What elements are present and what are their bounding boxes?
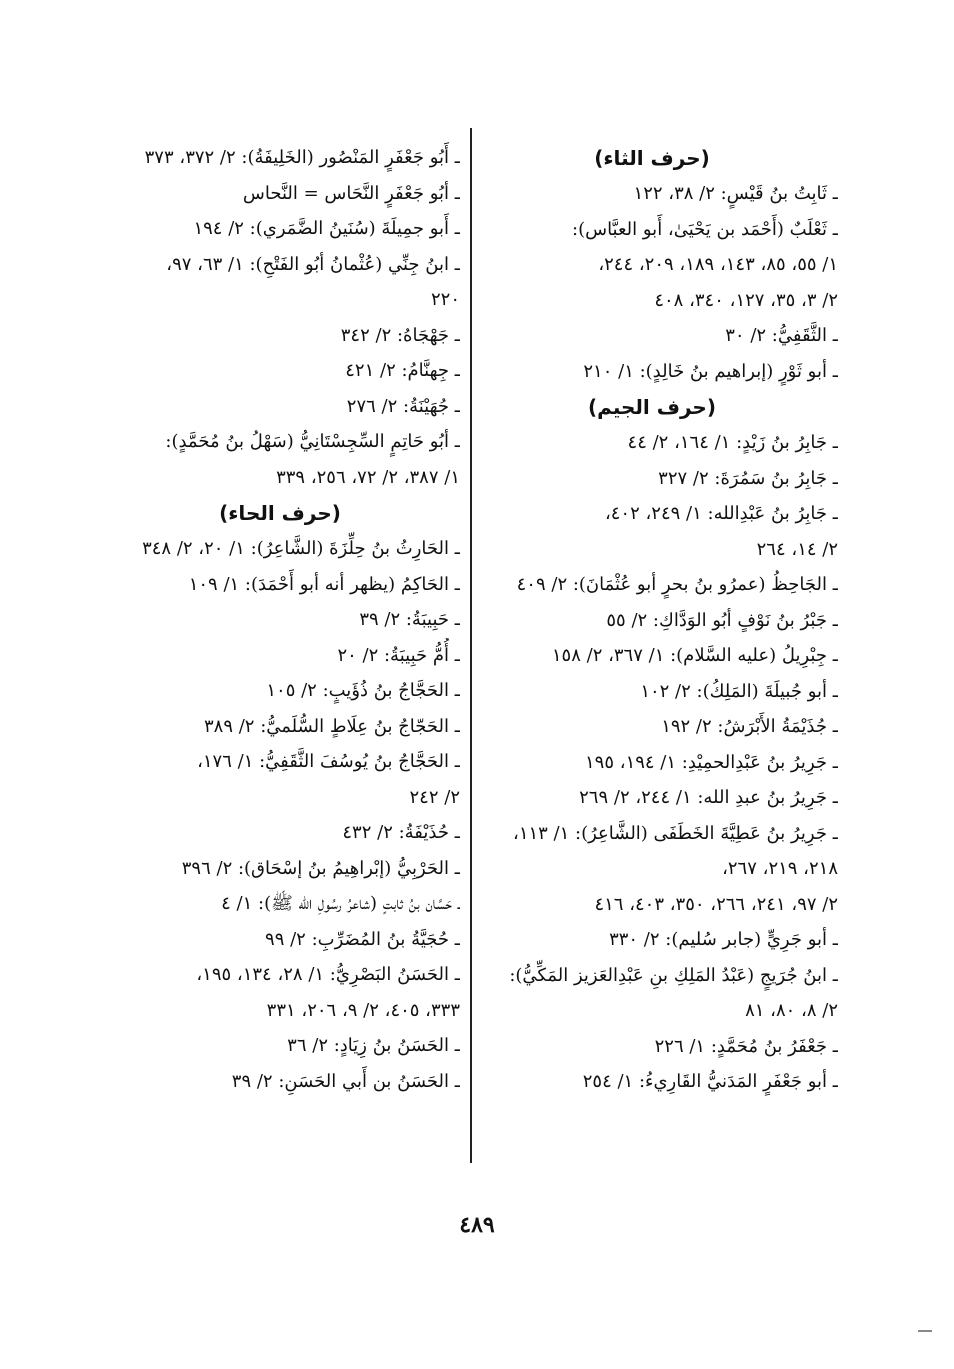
entry-line: ـ أَبو جمِيلَةَ (سُنَينُ الضَّمَري): ٢/ ١٩٤ xyxy=(193,218,460,239)
index-entry xyxy=(100,815,460,851)
entry-line: ـ جَهْجَاهُ: ٢/ ٣٤٢ xyxy=(340,324,460,346)
entry-line: ـ أَبُو جَعْفَرٍ المَنْصُور (الخَلِيفَةُ): ٢/ ٣٧٢، ٣٧٣ xyxy=(144,147,460,168)
index-entry xyxy=(466,745,838,781)
entry-line: ـ أبو ثَوْرٍ (إبراهيم بنُ خَالِدٍ): ١/ ٢١٠ xyxy=(583,360,838,382)
entry-line: ـ الحَارِثُ بنُ حِلِّزَةَ (الشَّاعِرُ): ١/ ٢٠، ٢/ ٣٤٨ xyxy=(142,538,460,559)
entry-line: ٢٢٠ xyxy=(430,289,460,310)
entry-line: ـ الحَجَّاجُ بنُ يُوسُفَ الثَّقَفِيُّ: ١/ ١٧٦، xyxy=(197,751,460,772)
index-entry xyxy=(466,496,838,567)
page-number: ٤٨٩ xyxy=(459,1212,495,1238)
entry-line: ـ جَرِيرُ بنُ عَبْدِالحمِيْدِ: ١/ ١٩٤، ١٩٥ xyxy=(585,751,838,773)
entry-line: ـ أبو جَعْفَرٍ المَدَنيُّ القَارِيءُ: ١/ ٢٥٤ xyxy=(582,1071,838,1092)
index-entry xyxy=(100,638,460,674)
index-entry xyxy=(466,425,838,461)
index-entry xyxy=(466,603,838,639)
entry-line: ٢/ ٩٧، ٢٤١، ٢٦٦، ٣٥٠، ٤٠٣، ٤١٦ xyxy=(594,893,838,915)
entry-line: ـ الحَرْبِيُّ (إبْراهِيمُ بنُ إسْحَاق): ٢/ ٣٩٦ xyxy=(181,857,460,879)
index-entry xyxy=(466,318,838,354)
index-entry xyxy=(466,780,838,816)
entry-line: ـ أبو جُبيلَةَ (المَلِكُ): ٢/ ١٠٢ xyxy=(640,680,838,702)
index-entry xyxy=(100,389,460,425)
entry-line: ـ حَسَّان بنُ ثابتٍ (شاعرُ رسُولِ الله ﷺ): ١/ ٤ xyxy=(221,893,460,914)
entry-line: ـ جُذَيْمَةُ الأَبْرَشُ: ٢/ ١٩٢ xyxy=(661,716,838,737)
entry-line: ـ الحَجَّاجُ بنُ ذُؤَيبٍ: ٢/ ١٠٥ xyxy=(266,680,460,701)
entry-line: ٢/ ٨، ٨٠، ٨١ xyxy=(745,1000,838,1021)
entry-line: ٣٣٣، ٤٠٥، ٢/ ٩، ٢٠٦، ٣٣١ xyxy=(266,999,460,1021)
section-heading: (حرف الحاء) xyxy=(219,501,341,525)
index-entry xyxy=(100,709,460,745)
entry-line: ـ جِهنَّامُ: ٢/ ٤٢١ xyxy=(345,360,460,381)
index-entry xyxy=(100,567,460,603)
index-entry xyxy=(100,602,460,638)
index-entry xyxy=(100,247,460,318)
index-entry xyxy=(466,212,838,319)
entry-line: ـ جُهَيْنَةُ: ٢/ ٢٧٦ xyxy=(346,395,460,417)
index-entry xyxy=(100,922,460,958)
left-column xyxy=(100,140,460,1099)
entry-line: ـ الحَجّاجُ بنُ عِلَاطٍ السُّلَميُّ: ٢/ ٣٨٩ xyxy=(203,715,460,737)
entry-line: ـ ابنُ جُرَيجٍ (عَبْدُ المَلِكِ بنِ عَبْدِالعَزيز المَكِّيُّ): xyxy=(509,964,838,986)
entry-line: ـ الجَاحِظُ (عمرُو بنُ بحرٍ أبو عُثْمَانَ): ٢/ ٤٠٩ xyxy=(516,574,838,595)
entry-line: ـ حُجَيَّةُ بنُ المُضَرِّبِ: ٢/ ٩٩ xyxy=(265,928,460,950)
index-entry xyxy=(100,744,460,815)
index-entry xyxy=(100,318,460,354)
index-entry xyxy=(466,176,838,212)
entry-line: ٢/ ١٤، ٢٦٤ xyxy=(756,538,838,560)
index-entry xyxy=(466,461,838,497)
index-entry xyxy=(466,674,838,710)
corner-mark xyxy=(918,1330,932,1332)
entry-line: ٢/ ٣، ٣٥، ١٢٧، ٣٤٠، ٤٠٨ xyxy=(654,289,838,311)
entry-line: ٢١٨، ٢١٩، ٢٦٧، xyxy=(722,858,838,879)
column-divider xyxy=(470,128,472,1163)
entry-line: ـ الحَاكِمُ (يظهر أنه أبو أَحْمَدَ): ١/ ١٠٩ xyxy=(188,573,460,595)
entry-line: ١/ ٥٥، ٨٥، ١٤٣، ١٨٩، ٢٠٩، ٢٤٤، xyxy=(598,254,838,275)
index-entry xyxy=(100,957,460,1028)
index-entry xyxy=(100,176,460,212)
section-heading: (حرف الثاء) xyxy=(594,146,710,170)
entry-line: ـ جِبْرِيلُ (عليه السَّلام): ١/ ٣٦٧، ٢/ ١٥٨ xyxy=(551,645,838,666)
index-entry xyxy=(466,958,838,1029)
entry-line: ـ جَابِرُ بنُ عَبْدِالله: ١/ ٢٤٩، ٤٠٢، xyxy=(604,503,838,524)
entry-line: ـ أبُو حَاتِمٍ السِّجِسْتَانِيُّ (سَهْلُ بنُ مُحَمَّدٍ): xyxy=(165,431,460,452)
entry-line: ـ ابنُ جِنِّي (عُثْمانُ أبُو الفَتْحِ): ١/ ٦٣، ٩٧، xyxy=(166,253,460,275)
index-entry xyxy=(100,673,460,709)
entry-line: ـ ثَعْلَبٌ (أَحْمَد بن يَحْيَىٰ، أَبو العبَّاس): xyxy=(572,218,838,240)
index-entry xyxy=(466,354,838,390)
index-entry xyxy=(466,638,838,674)
index-entry xyxy=(466,816,838,923)
index-entry xyxy=(100,1028,460,1064)
right-column xyxy=(466,140,838,1100)
entry-line: ـ جَعْفَرُ بنُ مُحَمَّدٍ: ١/ ٢٢٦ xyxy=(654,1035,838,1057)
entry-line: ـ حَبِيبَةُ: ٢/ ٣٩ xyxy=(359,609,460,630)
entry-line: ـ الثَّقَفِيُّ: ٢/ ٣٠ xyxy=(725,325,838,346)
index-entry xyxy=(466,709,838,745)
index-entry xyxy=(100,886,460,922)
index-entry xyxy=(100,353,460,389)
entry-line: ـ الحَسَنُ بن أَبي الحَسَنِ: ٢/ ٣٩ xyxy=(231,1070,460,1092)
entry-line: ـ جَابِرُ بنُ زَيْدٍ: ١/ ١٦٤، ٢/ ٤٤ xyxy=(627,432,838,453)
entry-line: ـ جَرِيرُ بنُ عَطِيَّةَ الخَطَفَى (الشَّاعِرُ): ١/ ١١٣، xyxy=(513,822,838,844)
entry-line: ـ أُمُّ حَبِيبَةُ: ٢/ ٢٠ xyxy=(337,644,460,666)
entry-line: ـ الحَسَنُ بنُ زِيَادٍ: ٢/ ٣٦ xyxy=(287,1035,460,1056)
index-entry xyxy=(466,567,838,603)
index-entry xyxy=(100,851,460,887)
index-entry xyxy=(466,922,838,958)
entry-line: ـ جَرِيرُ بنُ عبدِ الله: ١/ ٢٤٤، ٢/ ٢٦٩ xyxy=(579,787,838,808)
entry-line: ـ أبُو جَعْفَرٍ النَّحَاس = النَّحاس xyxy=(242,182,460,204)
entry-line: ـ جَبْرُ بنُ نَوْفٍ أبُو الوَدَّاكِ: ٢/ ٥٥ xyxy=(606,609,838,631)
entry-line: ـ أبو جَرِيٍّ (جابر سُليم): ٢/ ٣٣٠ xyxy=(609,929,838,950)
index-entry xyxy=(100,424,460,495)
index-entry xyxy=(466,1064,838,1100)
index-entry xyxy=(100,211,460,247)
entry-line: ٢/ ٢٤٢ xyxy=(409,786,460,808)
index-entry xyxy=(100,531,460,567)
entry-line: ـ الحَسَنُ البَصْرِيُّ: ١/ ٢٨، ١٣٤، ١٩٥، xyxy=(196,964,460,985)
index-entry xyxy=(100,140,460,176)
entry-line: ـ جَابِرُ بنُ سَمُرَةَ: ٢/ ٣٢٧ xyxy=(658,467,838,489)
section-heading: (حرف الجيم) xyxy=(588,395,716,419)
entry-line: ـ حُذَيْفَةُ: ٢/ ٤٣٢ xyxy=(342,822,460,843)
index-entry xyxy=(100,1064,460,1100)
entry-line: ١/ ٣٨٧، ٢/ ٧٢، ٢٥٦، ٣٣٩ xyxy=(276,466,460,488)
index-entry xyxy=(466,1029,838,1065)
entry-line: ـ ثَابِتُ بنُ قَيْسٍ: ٢/ ٣٨، ١٢٢ xyxy=(633,183,838,204)
